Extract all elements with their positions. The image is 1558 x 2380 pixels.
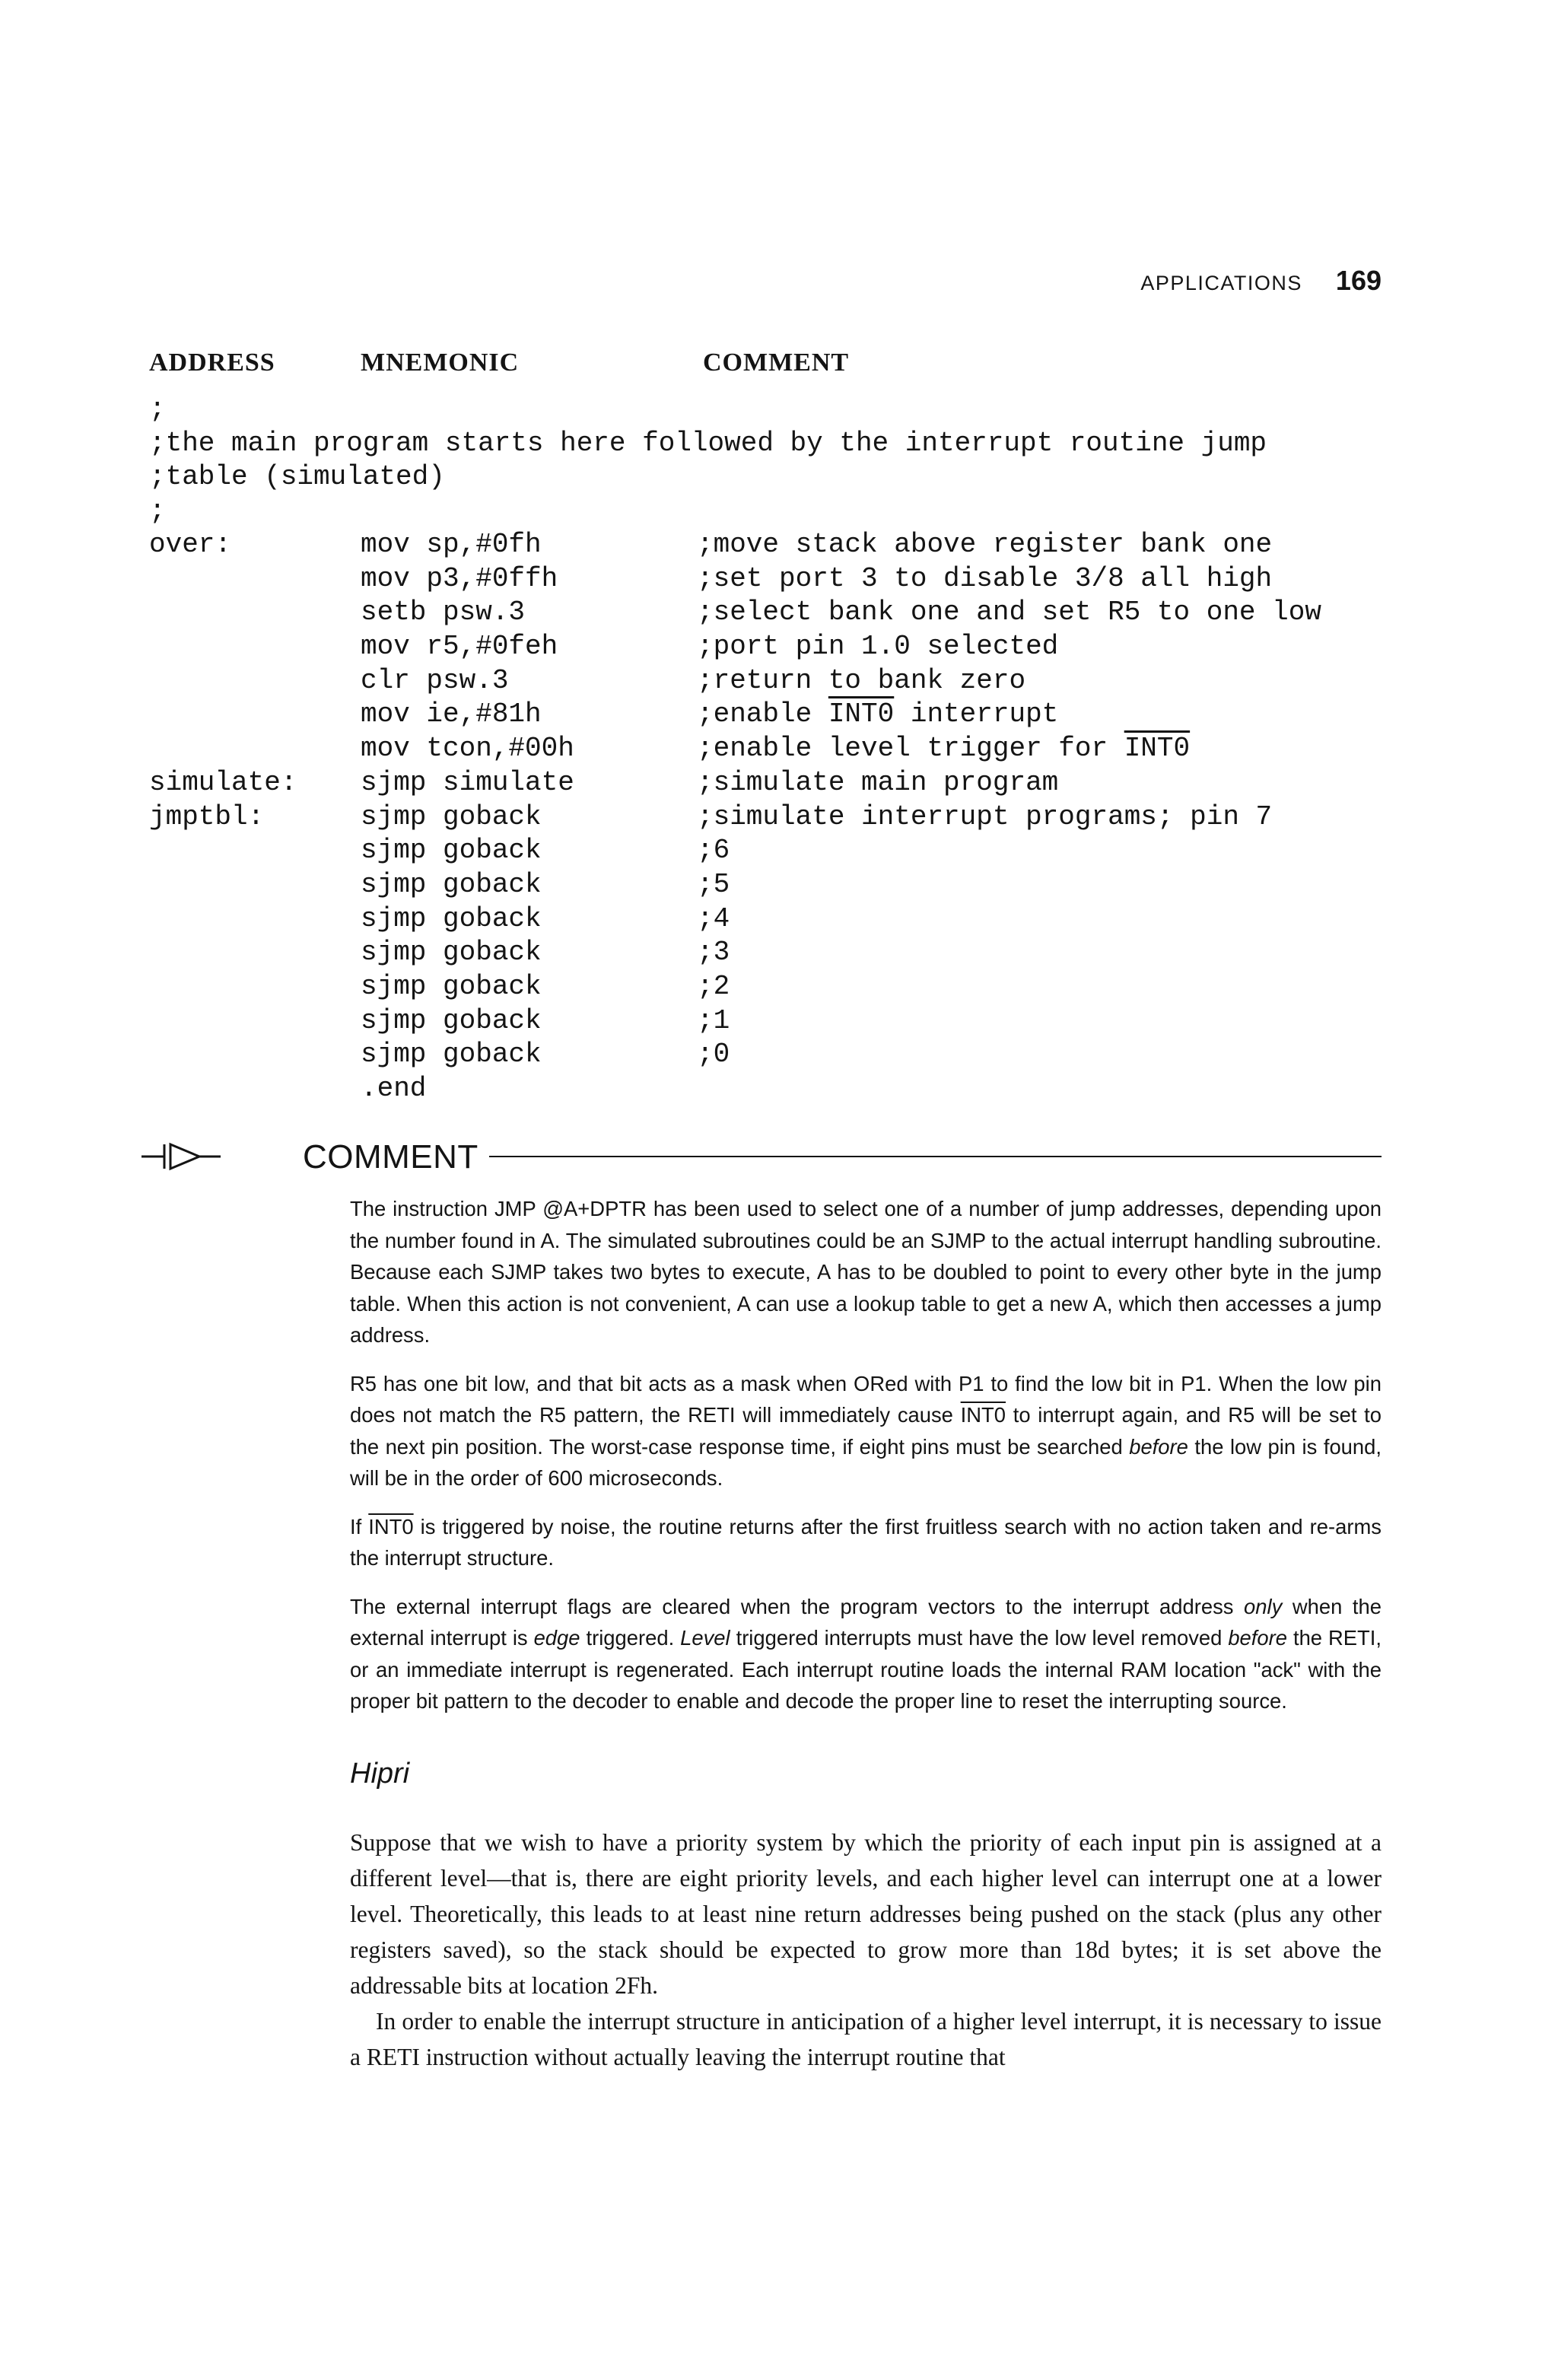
mnemonic-line: mov tcon,#00h: [361, 733, 574, 765]
code-comment-line: ;4: [697, 902, 730, 934]
mnemonic-line: setb psw.3: [361, 597, 526, 628]
code-comment-line: ;enable INT0 interrupt: [697, 698, 1059, 730]
mnemonic-line: sjmp simulate: [361, 766, 574, 798]
body-paragraph: Suppose that we wish to have a priority system by which the priority of each input pin is assigned at a different level—that is, there are eight priority levels, and each higher level can interrupt one at a lower level. Theoretically, this leads to at least nine return addresses being pushed on the stack (plus any other registers saved), so the stack should be expected to grow more than 18d bytes; it is set above the addressable bits at location 2Fh.: [350, 1829, 1382, 1999]
mnemonic-line: sjmp goback: [361, 868, 542, 900]
preamble-line: ;table (simulated): [149, 461, 445, 493]
comment-paragraph: The external interrupt flags are cleared when the program vectors to the interrupt address only when the external interrupt is edge triggered. Level triggered interrupts must have the low level removed before the RETI, or an immediate interrupt is regenerated. Each interrupt routine loads the internal RAM location "ack" with the proper bit pattern to the decoder to enable and decode the proper line to reset the interrupting source.: [350, 1594, 1382, 1713]
mnemonic-line: sjmp goback: [361, 1039, 542, 1071]
mnemonic-line: mov p3,#0ffh: [361, 562, 558, 594]
code-comment-line: ;1: [697, 1004, 730, 1036]
code-comment-line: ;set port 3 to disable 3/8 all high: [697, 562, 1273, 594]
section-title-hipri: Hipri: [350, 1758, 410, 1790]
page-number: 169: [1335, 265, 1382, 296]
code-comment-line: ;0: [697, 1039, 730, 1071]
listing-mnemonics: [361, 528, 574, 1106]
comment-heading: COMMENT: [303, 1138, 489, 1176]
code-comment-line: ;2: [697, 970, 730, 1002]
code-comment-line: ;5: [697, 868, 730, 900]
code-comment-line: ;return to bank zero: [697, 664, 1026, 696]
mnemonic-line: sjmp goback: [361, 902, 542, 934]
code-comment-line: ;port pin 1.0 selected: [697, 631, 1059, 663]
mnemonic-line: sjmp goback: [361, 937, 542, 969]
comment-paragraph: R5 has one bit low, and that bit acts as a mask when ORed with P1 to find the low bit in P1. When the low pin does not match the R5 pattern, the RETI will immediately cause INT0 to interrupt again, and R5 will be set to the next pin position. The worst-case response time, if eight pins must be searched before the low pin is found, will be in the order of 600 microseconds.: [350, 1371, 1382, 1490]
column-header-mnemonic: MNEMONIC: [361, 348, 520, 377]
address-label: over:: [149, 529, 232, 560]
comment-paragraph: The instruction JMP @A+DPTR has been used to select one of a number of jump addresses, depending upon the number found in A. The simulated subroutines could be an SJMP to the actual interrupt handling subroutine. Because each SJMP takes two bytes to execute, A has to be doubled to point to every other byte in the jump table. When this action is not convenient, A can use a lookup table to get a new A, which then accesses a jump address.: [350, 1197, 1382, 1347]
mnemonic-line: sjmp goback: [361, 800, 542, 832]
address-label: simulate:: [149, 766, 297, 798]
running-head-section: APPLICATIONS: [1140, 272, 1302, 294]
code-comment-line: ;6: [697, 835, 730, 867]
preamble-line: ;: [149, 495, 166, 527]
code-comment-line: ;simulate interrupt programs; pin 7: [697, 800, 1273, 832]
mnemonic-line: sjmp goback: [361, 1004, 542, 1036]
address-label: jmptbl:: [149, 800, 265, 832]
mnemonic-line: sjmp goback: [361, 835, 542, 867]
hipri-body: [350, 1825, 1382, 2075]
code-comment-line: ;move stack above register bank one: [697, 529, 1273, 560]
mnemonic-line: mov ie,#81h: [361, 698, 542, 730]
column-header-address: ADDRESS: [149, 348, 275, 377]
running-head: [1140, 265, 1382, 301]
body-paragraph: In order to enable the interrupt structure in anticipation of a higher level interrupt, it is necessary to issue a RETI instruction without actually leaving the interrupt routine that: [350, 2008, 1382, 2070]
listing-preamble: [149, 393, 1267, 529]
preamble-line: ;the main program starts here followed by the interrupt routine jump: [149, 427, 1267, 459]
mnemonic-line: .end: [361, 1073, 427, 1104]
comment-body: [350, 1193, 1382, 1734]
column-header-comment: COMMENT: [703, 348, 850, 377]
mnemonic-line: mov sp,#0fh: [361, 529, 542, 560]
mnemonic-line: clr psw.3: [361, 664, 509, 696]
code-comment-line: ;3: [697, 937, 730, 969]
code-comment-line: ;select bank one and set R5 to one low: [697, 597, 1321, 628]
mnemonic-line: mov r5,#0feh: [361, 631, 558, 663]
comment-paragraph: If INT0 is triggered by noise, the routine returns after the first fruitless search with no action taken and re-arms the interrupt structure.: [350, 1514, 1382, 1570]
mnemonic-line: sjmp goback: [361, 970, 542, 1002]
code-comment-line: ;simulate main program: [697, 766, 1059, 798]
listing-comments: [697, 528, 1321, 1072]
preamble-line: ;: [149, 393, 166, 425]
code-comment-line: ;enable level trigger for INT0: [697, 733, 1191, 765]
play-arrow-icon: [170, 1144, 199, 1169]
